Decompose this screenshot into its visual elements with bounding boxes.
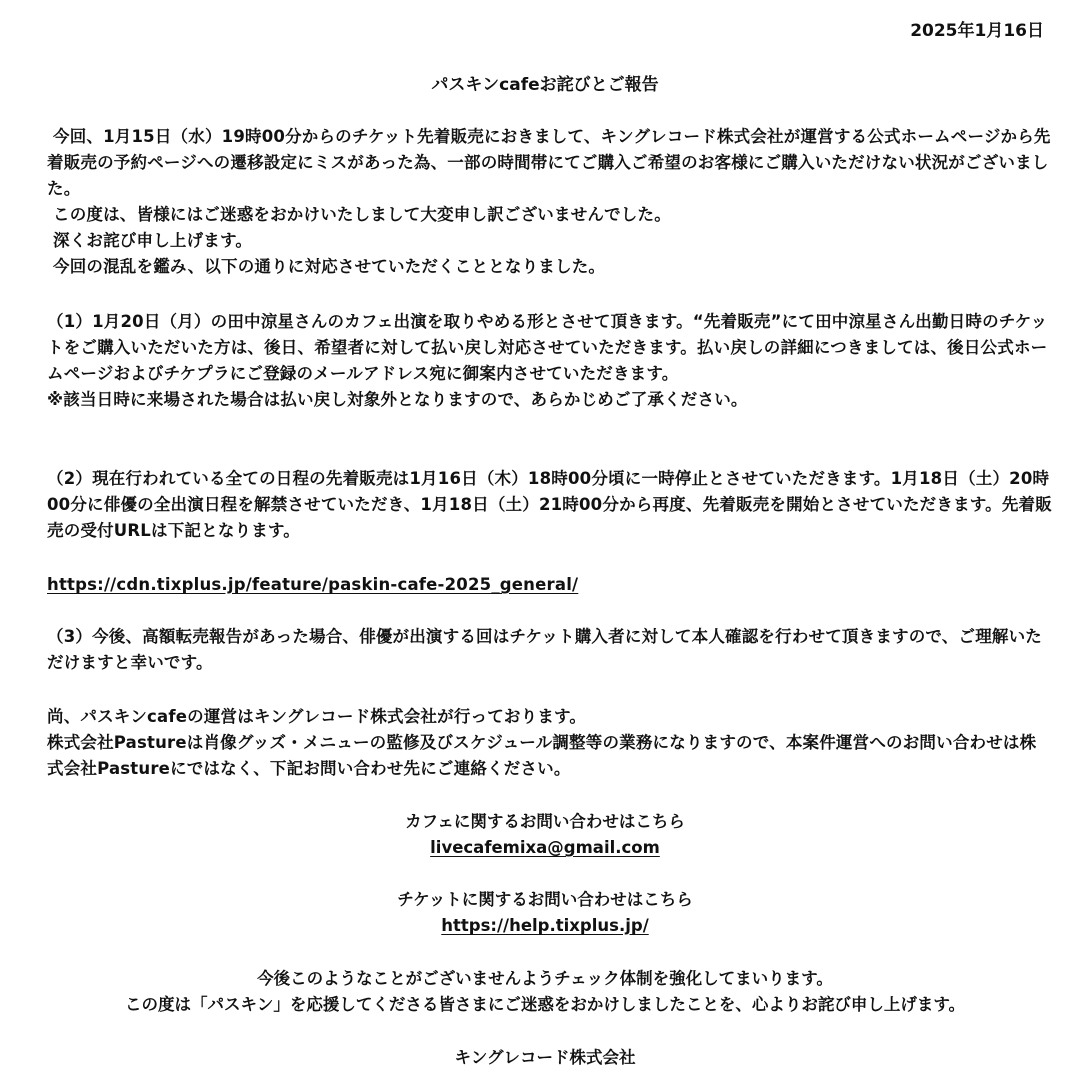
ticket-contact-url-link[interactable]: https://help.tixplus.jp/ <box>441 916 649 935</box>
apology-line-2: 深くお詫び申し上げます。 <box>53 231 253 250</box>
operation-line-1: 尚、パスキンcafeの運営はキングレコード株式会社が行っております。 <box>47 707 587 726</box>
item-1-note: ※該当日時に来場された場合は払い戻し対象外となりますので、あらかじめご了承ください。 <box>47 390 748 409</box>
closing-line-1: 今後このようなことがございませんようチェック体制を強化してまいります。 <box>257 969 833 988</box>
item-3-section <box>47 624 1052 676</box>
operation-line-2: 株式会社Pastureは肖像グッズ・メニューの監修及びスケジュール調整等の業務になりますので、本案件運営へのお問い合わせは株式会社Pastureにではなく、下記お問い合わせ先にご連絡ください。 <box>47 733 1037 778</box>
cafe-contact-label: カフェに関するお問い合わせはこちら <box>405 812 685 831</box>
sales-url-link[interactable]: https://cdn.tixplus.jp/feature/paskin-cafe-2025_general/ <box>47 575 579 594</box>
notice-title: パスキンcafeお詫びとご報告 <box>431 75 659 95</box>
closing-line-2: この度は「パスキン」を応援してくださる皆さまにご迷惑をおかけしましたことを、心よりお詫び申し上げます。 <box>124 995 965 1014</box>
notice-date: 2025年1月16日 <box>910 21 1044 41</box>
cafe-contact-email-link[interactable]: livecafemixa@gmail.com <box>430 838 660 857</box>
item-2-section <box>47 466 1052 544</box>
item-3-text: （3）今後、高額転売報告があった場合、俳優が出演する回はチケット購入者に対して本人確認を行わせて頂きますので、ご理解いただけますと幸いです。 <box>47 627 1043 672</box>
closing-section <box>0 966 1080 1018</box>
intro-section <box>47 124 1052 280</box>
intro-paragraph: 今回、1月15日（水）19時00分からのチケット先着販売におきまして、キングレコード株式会社が運営する公式ホームページから先着販売の予約ページへの遷移設定にミスがあった為、一部の時間帯にてご購入ご希望のお客様にご購入いただけない状況がございました。 <box>47 127 1051 198</box>
ticket-contact-label: チケットに関するお問い合わせはこちら <box>397 890 693 909</box>
operation-section <box>47 704 1052 782</box>
item-2-text: （2）現在行われている全ての日程の先着販売は1月16日（木）18時00分頃に一時停止とさせていただきます。1月18日（土）20時00分に俳優の全出演日程を解禁させていただき、1月18日（土）21時00分から再度、先着販売を開始とさせていただきます。先着販売の受付URLは下記となります。 <box>47 469 1052 540</box>
apology-line: この度は、皆様にはご迷惑をおかけいたしまして大変申し訳ございませんでした。 <box>53 205 671 224</box>
item-1-text: （1）1月20日（月）の田中涼星さんのカフェ出演を取りやめる形とさせて頂きます。“先着販売”にて田中涼星さん出勤日時のチケットをご購入いただいた方は、後日、希望者に対して払い戻し対応させていただきます。払い戻しの詳細につきましては、後日公式ホームページおよびチケプラにご登録のメールアドレス宛に御案内させていただきます。 <box>47 312 1048 383</box>
item-1-section <box>47 309 1052 413</box>
signature: キングレコード株式会社 <box>454 1048 636 1067</box>
cafe-contact-section <box>0 809 1080 861</box>
sales-url-section <box>47 572 1052 598</box>
response-intro-line: 今回の混乱を鑑み、以下の通りに対応させていただくこととなりました。 <box>53 257 606 276</box>
ticket-contact-section <box>0 887 1080 939</box>
